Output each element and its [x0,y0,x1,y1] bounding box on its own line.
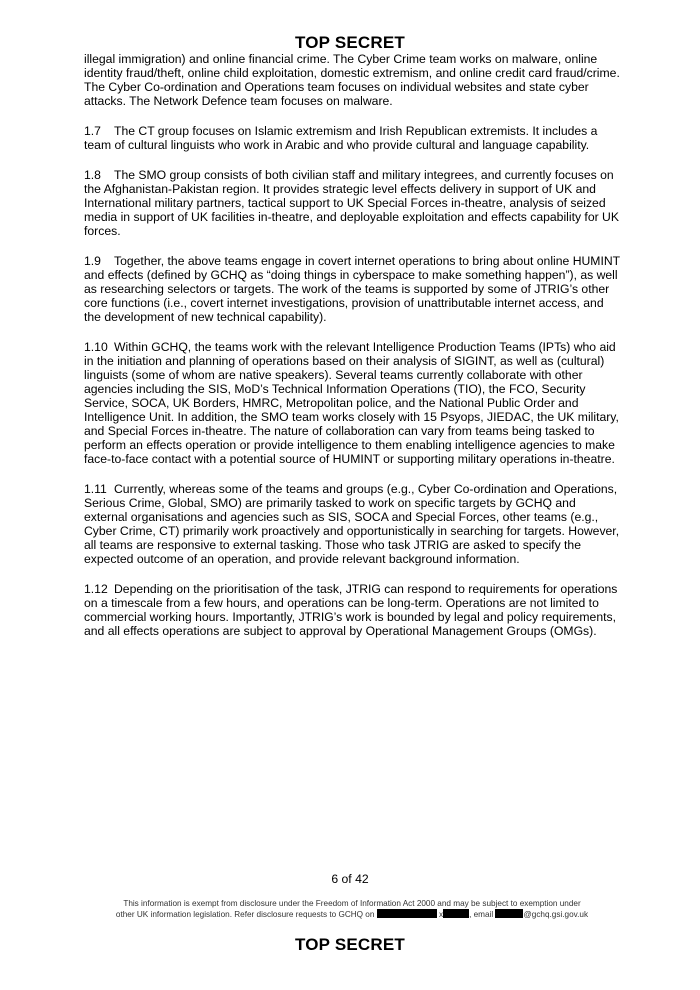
redaction-block [377,909,437,918]
footer-text: @gchq.gsi.gov.uk [523,910,589,919]
paragraph-1-9 [84,254,620,324]
paragraph-number: 1.9 [84,254,101,268]
paragraph-number: 1.8 [84,168,101,182]
paragraph-1-11 [84,482,620,566]
paragraph-1-7 [84,124,620,152]
footer-text: x [438,910,444,919]
paragraph-text: Depending on the prioritisation of the task, JTRIG can respond to requirements for operations on a timescale from a few hours, and operations can be long-term. Operations are not limited to commercial working hours. Importantly, JTRIG’s work is bounded by legal and policy requirements, and all effects operations are subject to approval by Operational Management Groups (OMGs). [84,582,618,638]
footer-text: other UK information legislation. Refer disclosure requests to GCHQ on [115,910,375,919]
footer-line-2 [84,909,620,920]
disclosure-footer [84,899,620,920]
paragraph-number: 1.12 [84,582,108,596]
paragraph-text: illegal immigration) and online financial crime. The Cyber Crime team works on malware, online identity fraud/theft, online child exploitation, domestic extremism, and online credit card fraud/crime. The Cyber Co-ordination and Operations team focuses on individual websites and state cyber attacks. The Network Defence team focuses on malware. [84,52,620,108]
paragraph-number: 1.10 [84,340,108,354]
footer-line-1: This information is exempt from disclosure under the Freedom of Information Act 2000 and may be subject to exemption under [123,899,581,908]
redaction-block [495,909,523,918]
redaction-block [443,909,469,918]
paragraph-continuation [84,52,620,108]
paragraph-text: The CT group focuses on Islamic extremism and Irish Republican extremists. It includes a team of cultural linguists who work in Arabic and who provide cultural and language capability. [84,124,598,152]
paragraph-number: 1.7 [84,124,101,138]
footer-text: , email [469,910,494,919]
paragraph-1-8 [84,168,620,238]
paragraph-number: 1.11 [84,482,107,496]
paragraph-text: Together, the above teams engage in covert internet operations to bring about online HUMINT and effects (defined by GCHQ as “doing things in cyberspace to make something happen”), as well as researching selectors or targets. The work of the teams is supported by some of JTRIG’s other core functions (i.e., covert internet investigations, provision of unattributable internet access, and the development of new technical capability). [84,254,620,324]
paragraph-text: The SMO group consists of both civilian staff and military integrees, and currently focuses on the Afghanistan-Pakistan region. It provides strategic level effects delivery in support of UK and International military partners, tactical support to UK Special Forces in-theatre, analysis of seized media in support of UK facilities in-theatre, and deployable exploitation and effects capability for UK forces. [84,168,619,238]
paragraph-1-10 [84,340,620,466]
classification-header: TOP SECRET [294,33,405,52]
paragraph-text: Currently, whereas some of the teams and groups (e.g., Cyber Co-ordination and Operations, Serious Crime, Global, SMO) are primarily tasked to work on specific targets by GCHQ and external organisations and agencies such as SIS, SOCA and Special Forces, other teams (e.g., Cyber Crime, CT) primarily work proactively and opportunistically in searching for targets. However, all teams are responsive to external tasking. Those who task JTRIG are asked to specify the expected outcome of an operation, and provide relevant background information. [84,482,620,566]
paragraph-1-12 [84,582,620,638]
classification-footer: TOP SECRET [294,935,405,954]
page-number: 6 of 42 [331,872,369,886]
paragraph-text: Within GCHQ, the teams work with the relevant Intelligence Production Teams (IPTs) who aid in the initiation and planning of operations based on their analysis of SIGINT, as well as (cultural) linguists (some of whom are native speakers). Several teams currently collaborate with other agencies including the SIS, MoD’s Technical Information Operations (TIO), the FCO, Security Service, SOCA, UK Borders, HMRC, Metropolitan police, and the National Public Order and Intelligence Unit. In addition, the SMO team works closely with 15 Psyops, JIEDAC, the UK military, and Special Forces in-theatre. The nature of collaboration can vary from teams being tasked to perform an effects operation or provide intelligence to them enabling intelligence agencies to make face-to-face contact with a potential source of HUMINT or supporting military operations in-theatre. [84,340,619,466]
body-text [84,52,620,654]
